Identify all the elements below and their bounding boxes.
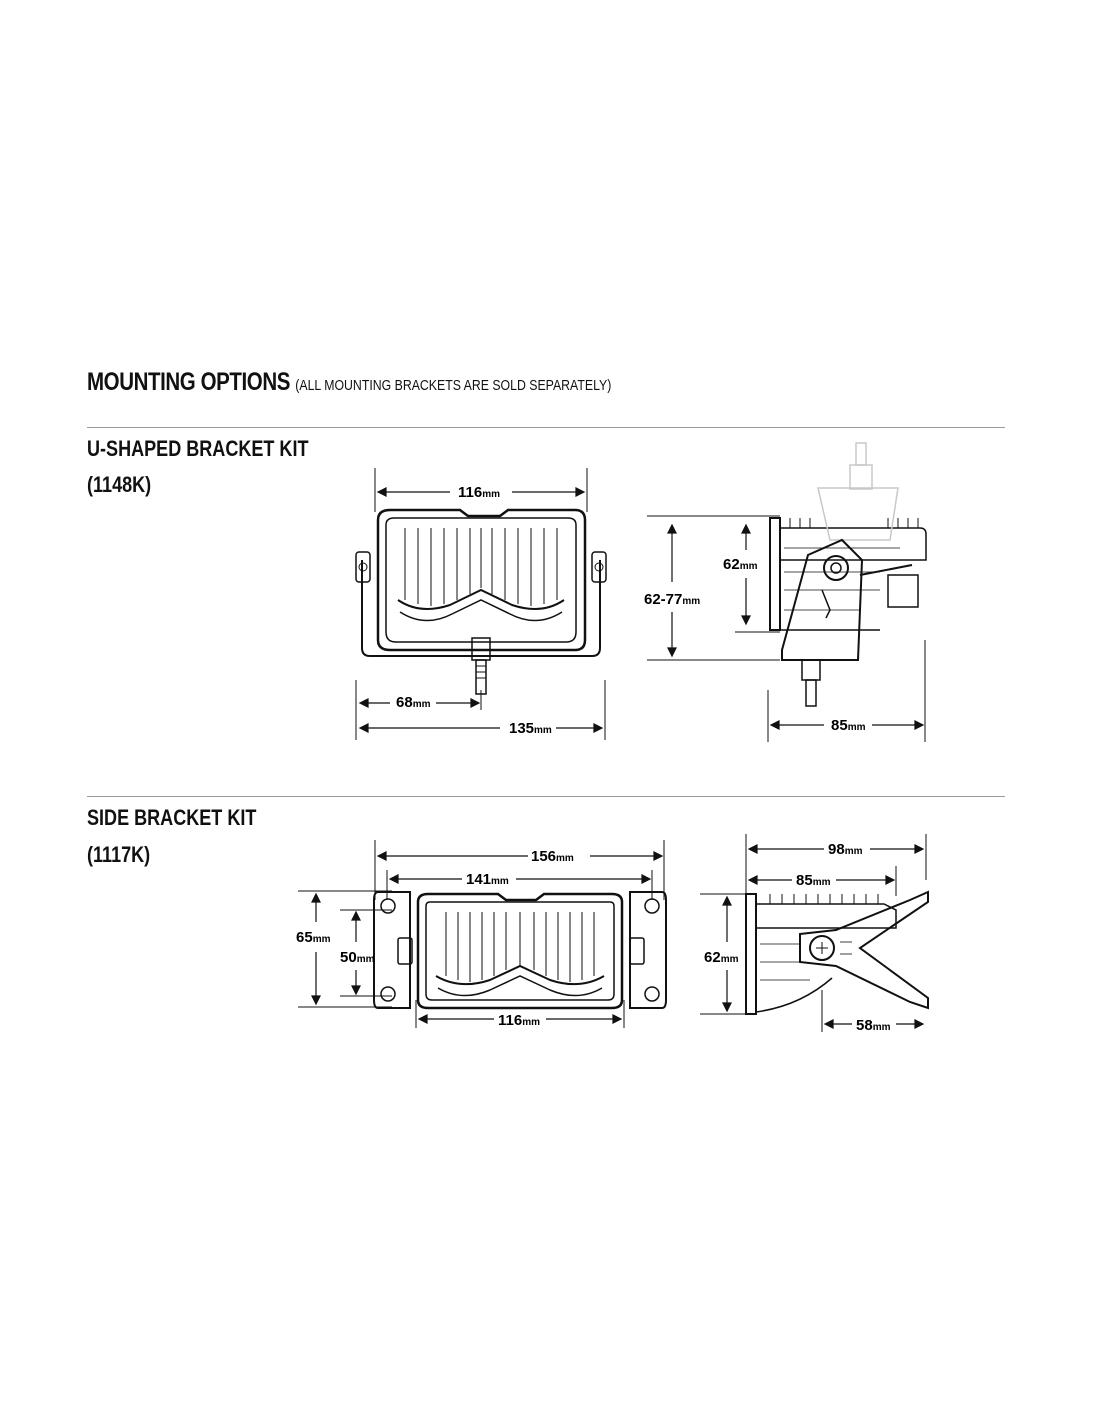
dim-116-value: 116	[458, 484, 483, 501]
divider-2	[87, 796, 1005, 797]
svg-text:50mm	[340, 949, 375, 966]
title-text: MOUNTING OPTIONS	[87, 368, 291, 396]
dim-135-value: 135	[509, 720, 535, 737]
unit-label: mm	[312, 934, 331, 945]
dim-98-value: 98	[828, 841, 845, 858]
dim-58-value: 58	[856, 1017, 873, 1034]
unit-label: mm	[812, 877, 831, 888]
dim-65-value: 65	[296, 929, 313, 946]
unit-label: mm	[844, 846, 863, 857]
unit-label: mm	[556, 853, 574, 864]
svg-text:58mm	[856, 1017, 891, 1034]
dim-85-value: 85	[831, 717, 848, 734]
dim-85-value: 85	[796, 872, 813, 889]
unit-label: mm	[482, 489, 500, 500]
side-bracket-side-drawing	[690, 830, 940, 1040]
svg-text:65mm	[296, 929, 331, 946]
dim-156-value: 156	[531, 848, 557, 865]
unit-label: mm	[491, 876, 509, 887]
svg-text:141mm	[466, 871, 509, 888]
unit-label: mm	[720, 954, 739, 965]
section1-name: U-SHAPED BRACKET KIT	[87, 436, 309, 461]
svg-text:116mm	[458, 484, 500, 501]
unit-label: mm	[412, 699, 431, 710]
svg-text:85mm	[796, 872, 831, 889]
svg-text:156mm	[531, 848, 574, 865]
unit-label: mm	[356, 954, 375, 965]
unit-label: mm	[739, 561, 758, 572]
dim-62-77-value: 62-77	[644, 591, 683, 608]
svg-text:68mm	[396, 694, 431, 711]
svg-text:62-77mm	[644, 591, 700, 608]
side-bracket-front-drawing	[290, 830, 680, 1040]
svg-text:62mm	[723, 556, 758, 573]
dim-50-value: 50	[340, 949, 357, 966]
unit-label: mm	[847, 722, 866, 733]
dim-62-value: 62	[704, 949, 721, 966]
page-title	[87, 368, 611, 397]
dim-141-value: 141	[466, 871, 492, 888]
divider-1	[87, 427, 1005, 428]
svg-text:62mm	[704, 949, 739, 966]
dim-68-value: 68	[396, 694, 413, 711]
svg-text:135mm	[509, 720, 552, 737]
unit-label: mm	[522, 1017, 540, 1028]
unit-label: mm	[872, 1022, 891, 1033]
svg-text:98mm	[828, 841, 863, 858]
section1-code: (1148K)	[87, 472, 152, 497]
svg-text:85mm	[831, 717, 866, 734]
section2-name: SIDE BRACKET KIT	[87, 805, 257, 830]
unit-label: mm	[534, 725, 552, 736]
dim-62-value: 62	[723, 556, 740, 573]
dim-116-value: 116	[498, 1012, 523, 1029]
svg-text:116mm	[498, 1012, 540, 1029]
u-bracket-side-drawing	[640, 440, 940, 750]
u-bracket-front-drawing	[340, 460, 630, 750]
section2-code: (1117K)	[87, 842, 151, 867]
unit-label: mm	[682, 596, 701, 607]
subtitle-text: (ALL MOUNTING BRACKETS ARE SOLD SEPARATELY)	[295, 377, 612, 394]
